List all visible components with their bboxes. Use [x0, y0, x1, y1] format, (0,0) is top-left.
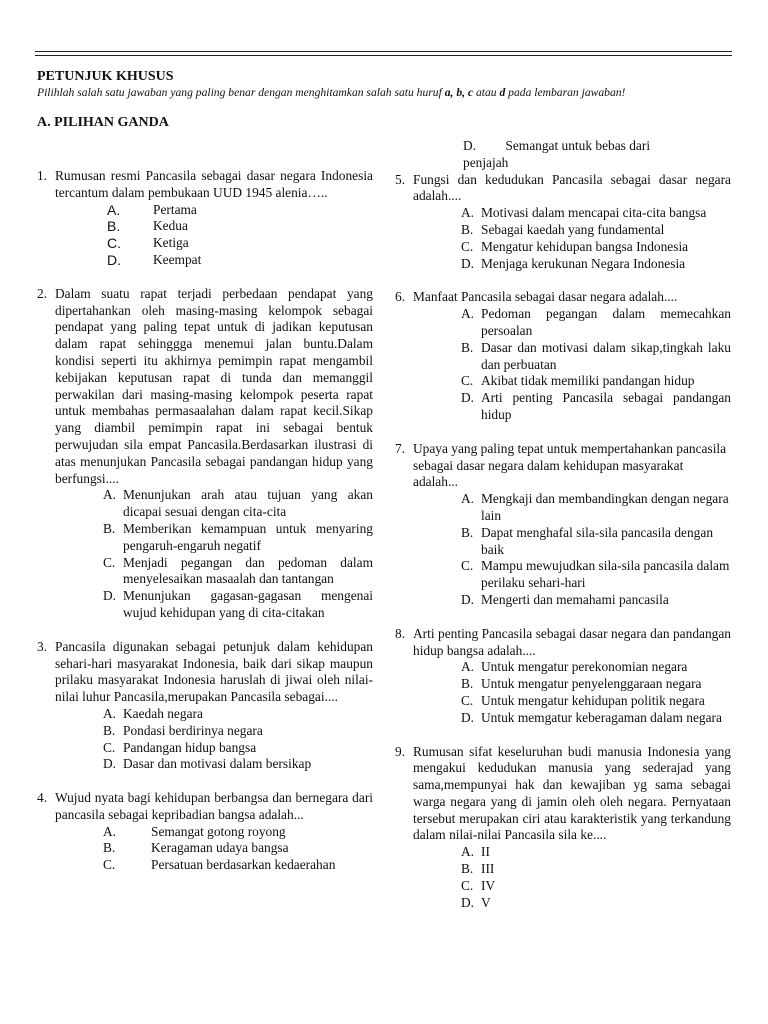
option-a[interactable]	[413, 659, 731, 676]
question-number: 5.	[395, 171, 406, 187]
option-text: Menunjukan gagasan-gagasan mengenai wujud kehidupan yang di cita-citakan	[123, 588, 373, 620]
option-b[interactable]	[55, 521, 373, 555]
option-letter: A.	[461, 205, 475, 221]
left-column	[37, 168, 373, 891]
option-c[interactable]	[55, 235, 373, 252]
option-letter: C.	[461, 373, 474, 389]
option-text: Sebagai kaedah yang fundamental	[481, 221, 665, 237]
instruction-letter-d: d	[499, 86, 506, 99]
question-8	[395, 626, 731, 727]
instruction-text	[37, 85, 625, 102]
option-letter: B.	[461, 861, 474, 877]
option-c[interactable]	[55, 555, 373, 589]
option-b[interactable]	[55, 218, 373, 235]
option-text: Mengerti dan memahami pancasila	[481, 591, 669, 607]
option-letter: D.	[463, 138, 477, 153]
option-text: II	[481, 844, 490, 860]
option-letter: B.	[461, 339, 474, 355]
question-stem: Rumusan sifat keseluruhan budi manusia Indonesia yang mengakui kedudukan manusia yang sederajad yang sama,mempunyai hak dan kewajiban yg sama sebagai warga negara yang di jamin oleh oleh negara. Pernyataan tersebut merupakan ciri atau karakteristik yang terkandung dalam nilai-nilai Pancasila sila ke....	[413, 743, 731, 843]
question-stem: Arti penting Pancasila sebagai dasar negara dan pandangan hidup bangsa adalah....	[413, 625, 731, 658]
question-number: 1.	[37, 168, 48, 183]
option-d[interactable]	[55, 588, 373, 622]
option-c[interactable]	[413, 558, 731, 592]
option-c[interactable]	[413, 373, 731, 390]
option-text: Untuk mengatur perekonomian negara	[481, 659, 688, 675]
option-c[interactable]	[413, 693, 731, 710]
question-7	[395, 441, 731, 609]
option-letter: A.	[461, 491, 475, 507]
option-b[interactable]	[413, 676, 731, 693]
question-4	[37, 790, 373, 874]
instruction-part: atau	[473, 86, 500, 99]
option-text: Pedoman pegangan dalam memecahkan persoalan	[481, 306, 731, 338]
option-d[interactable]	[413, 256, 731, 273]
question-2	[37, 286, 373, 622]
option-letter: A.	[461, 306, 475, 322]
option-text: Menjadi pegangan dan pedoman dalam menyelesaikan masaalah dan tantangan	[123, 554, 373, 587]
question-stem: Wujud nyata bagi kehidupan berbangsa dan bernegara dari pancasila sebagai kepribadian bangsa adalah...	[55, 790, 373, 822]
option-text: Akibat tidak memiliki pandangan hidup	[481, 373, 695, 389]
option-letter: B.	[107, 218, 121, 235]
option-c[interactable]	[55, 857, 373, 874]
question-9	[395, 744, 731, 912]
option-text: V	[481, 894, 491, 910]
option-b[interactable]	[413, 222, 731, 239]
right-column	[395, 138, 731, 928]
option-letter: D.	[461, 255, 475, 271]
question-stem: Rumusan resmi Pancasila sebagai dasar negara Indonesia tercantum dalam pembukaan UUD 1945 alenia…..	[55, 168, 373, 200]
option-letter: D.	[103, 756, 117, 772]
option-text: Menunjukan arah atau tujuan yang akan dicapai sesuai dengan cita-cita	[123, 487, 373, 520]
option-letter: B.	[103, 722, 116, 738]
question-3	[37, 639, 373, 773]
option-letter: D.	[461, 709, 475, 725]
option-text: Semangat untuk bebas dari	[505, 138, 651, 153]
header-rule-bottom	[35, 55, 732, 56]
instruction-part: Pilihlah salah satu jawaban yang paling benar dengan menghitamkan salah satu huruf	[37, 86, 445, 99]
option-b[interactable]	[413, 861, 731, 878]
option-text: Keempat	[153, 251, 202, 267]
option-a[interactable]	[55, 487, 373, 521]
option-d[interactable]	[55, 756, 373, 773]
option-a[interactable]	[413, 844, 731, 861]
question-stem: Pancasila digunakan sebagai petunjuk dalam kehidupan sehari-hari masyarakat Indonesia, baik dari sikap maupun prilaku masyarakat Indonesia haruslah di jiwai oleh nilai-nilai luhur Pancasila,merupakan Pancasila sebagai....	[55, 638, 373, 705]
option-text: Mengatur kehidupan bangsa Indonesia	[481, 238, 689, 254]
option-letter: C.	[103, 857, 116, 873]
instruction-part: pada lembaran jawaban!	[505, 86, 626, 99]
option-text: Keragaman udaya bangsa	[151, 840, 289, 856]
continued-option-d[interactable]	[395, 138, 731, 172]
option-letter: C.	[107, 235, 121, 252]
option-letter: A.	[461, 659, 475, 675]
option-d[interactable]	[413, 390, 731, 424]
option-a[interactable]	[55, 706, 373, 723]
question-6	[395, 289, 731, 423]
option-text: Untuk mengatur penyelenggaraan negara	[481, 676, 702, 692]
question-stem: Fungsi dan kedudukan Pancasila sebagai dasar negara adalah....	[413, 171, 731, 204]
option-text: Pandangan hidup bangsa	[123, 739, 257, 755]
option-text: Untuk mengatur kehidupan politik negara	[481, 692, 705, 708]
option-text: Mampu mewujudkan sila-sila pancasila dalam perilaku sehari-hari	[481, 558, 730, 591]
option-d[interactable]	[55, 252, 373, 269]
option-text: IV	[481, 877, 496, 893]
question-number: 9.	[395, 743, 406, 759]
option-text: Dasar dan motivasi dalam sikap,tingkah laku dan perbuatan	[481, 339, 731, 372]
option-letter: D.	[461, 894, 475, 910]
option-a[interactable]	[55, 202, 373, 219]
question-stem: Manfaat Pancasila sebagai dasar negara adalah....	[413, 289, 678, 305]
option-text: Pertama	[153, 201, 197, 217]
option-letter: B.	[103, 840, 116, 856]
option-letter: A.	[103, 823, 117, 839]
question-number: 2.	[37, 285, 48, 301]
option-c[interactable]	[55, 740, 373, 757]
option-text: Persatuan berdasarkan kedaerahan	[151, 857, 336, 873]
option-text: Kaedah negara	[123, 705, 203, 721]
option-text: Ketiga	[153, 235, 189, 251]
option-letter: B.	[461, 524, 474, 540]
option-text: Dasar dan motivasi dalam bersikap	[123, 756, 312, 772]
option-text: Memberikan kemampuan untuk menyaring pengaruh-engaruh negatif	[123, 520, 373, 553]
header-rule-top	[35, 51, 732, 52]
option-text: Untuk memgatur keberagaman dalam negara	[481, 709, 722, 725]
question-number: 4.	[37, 790, 48, 806]
section-heading: A. PILIHAN GANDA	[37, 115, 169, 130]
page-title: PETUNJUK KHUSUS	[37, 69, 174, 84]
option-a[interactable]	[413, 491, 731, 525]
option-letter: D.	[461, 591, 475, 607]
option-text: Motivasi dalam mencapai cita-cita bangsa	[481, 205, 707, 221]
option-letter: A.	[103, 487, 117, 503]
option-letter: C.	[461, 238, 474, 254]
option-letter: C.	[461, 877, 474, 893]
question-1	[37, 168, 373, 269]
question-number: 3.	[37, 638, 48, 654]
option-text: Dapat menghafal sila-sila pancasila dengan baik	[481, 524, 714, 557]
instruction-letters: a, b, c	[444, 86, 474, 99]
option-a[interactable]	[413, 306, 731, 340]
question-number: 8.	[395, 625, 406, 641]
option-letter: D.	[461, 390, 475, 406]
option-letter: C.	[461, 692, 474, 708]
option-text: III	[481, 861, 495, 877]
option-text: Kedua	[153, 218, 188, 234]
option-letter: A.	[107, 201, 121, 218]
option-c[interactable]	[413, 239, 731, 256]
option-text: Arti penting Pancasila sebagai pandangan hidup	[481, 390, 731, 422]
option-letter: C.	[103, 739, 116, 755]
option-letter: B.	[461, 221, 474, 237]
question-stem: Upaya yang paling tepat untuk mempertahankan pancasila sebagai dasar negara dalam kehidupan masyarakat adalah...	[413, 440, 727, 490]
option-letter: A.	[461, 844, 475, 860]
option-letter: C.	[461, 558, 474, 574]
option-letter: B.	[103, 520, 116, 536]
option-a[interactable]	[55, 824, 373, 841]
question-5	[395, 172, 731, 273]
option-text: Semangat gotong royong	[151, 823, 286, 839]
option-c[interactable]	[413, 878, 731, 895]
option-d[interactable]	[413, 592, 731, 609]
option-b[interactable]	[55, 723, 373, 740]
option-letter: A.	[103, 705, 117, 721]
option-b[interactable]	[413, 525, 731, 559]
option-text-wrap: penjajah	[463, 154, 509, 170]
option-letter: C.	[103, 554, 116, 570]
option-text: Menjaga kerukunan Negara Indonesia	[481, 255, 686, 271]
option-d[interactable]	[413, 710, 731, 727]
option-letter: B.	[461, 676, 474, 692]
option-d[interactable]	[413, 895, 731, 912]
option-text: Mengkaji dan membandingkan dengan negara lain	[481, 491, 729, 523]
option-b[interactable]	[55, 840, 373, 857]
question-number: 6.	[395, 289, 406, 305]
question-stem: Dalam suatu rapat terjadi perbedaan pendapat yang dipertahankan oleh masing-masing kelompok sebagai pendapat yang paling tepat untuk di jadikan keputusan dalam rapat sehinggga menemui jalan buntu.Dalam kondisi seperti itu akhirnya pemimpin rapat mengambil kebijakan keputusan rapat di tunda dan memanggil perwakilan dari masing-masing kelompok peserta rapat untuk membahas permasaalahan dalam rapat kecil.Sikap yang diambil pemimpin rapat ini sebagai bentuk perwujudan sila empat Pancasila.Berdasarkan ilustrasi di atas menunjukan Pancasila sebagai pandangan hidup yang berfungsi....	[55, 285, 373, 486]
option-letter: D.	[103, 588, 117, 604]
option-a[interactable]	[413, 205, 731, 222]
question-number: 7.	[395, 440, 406, 456]
option-b[interactable]	[413, 340, 731, 374]
option-letter: D.	[107, 251, 121, 268]
option-text: Pondasi berdirinya negara	[123, 722, 263, 738]
